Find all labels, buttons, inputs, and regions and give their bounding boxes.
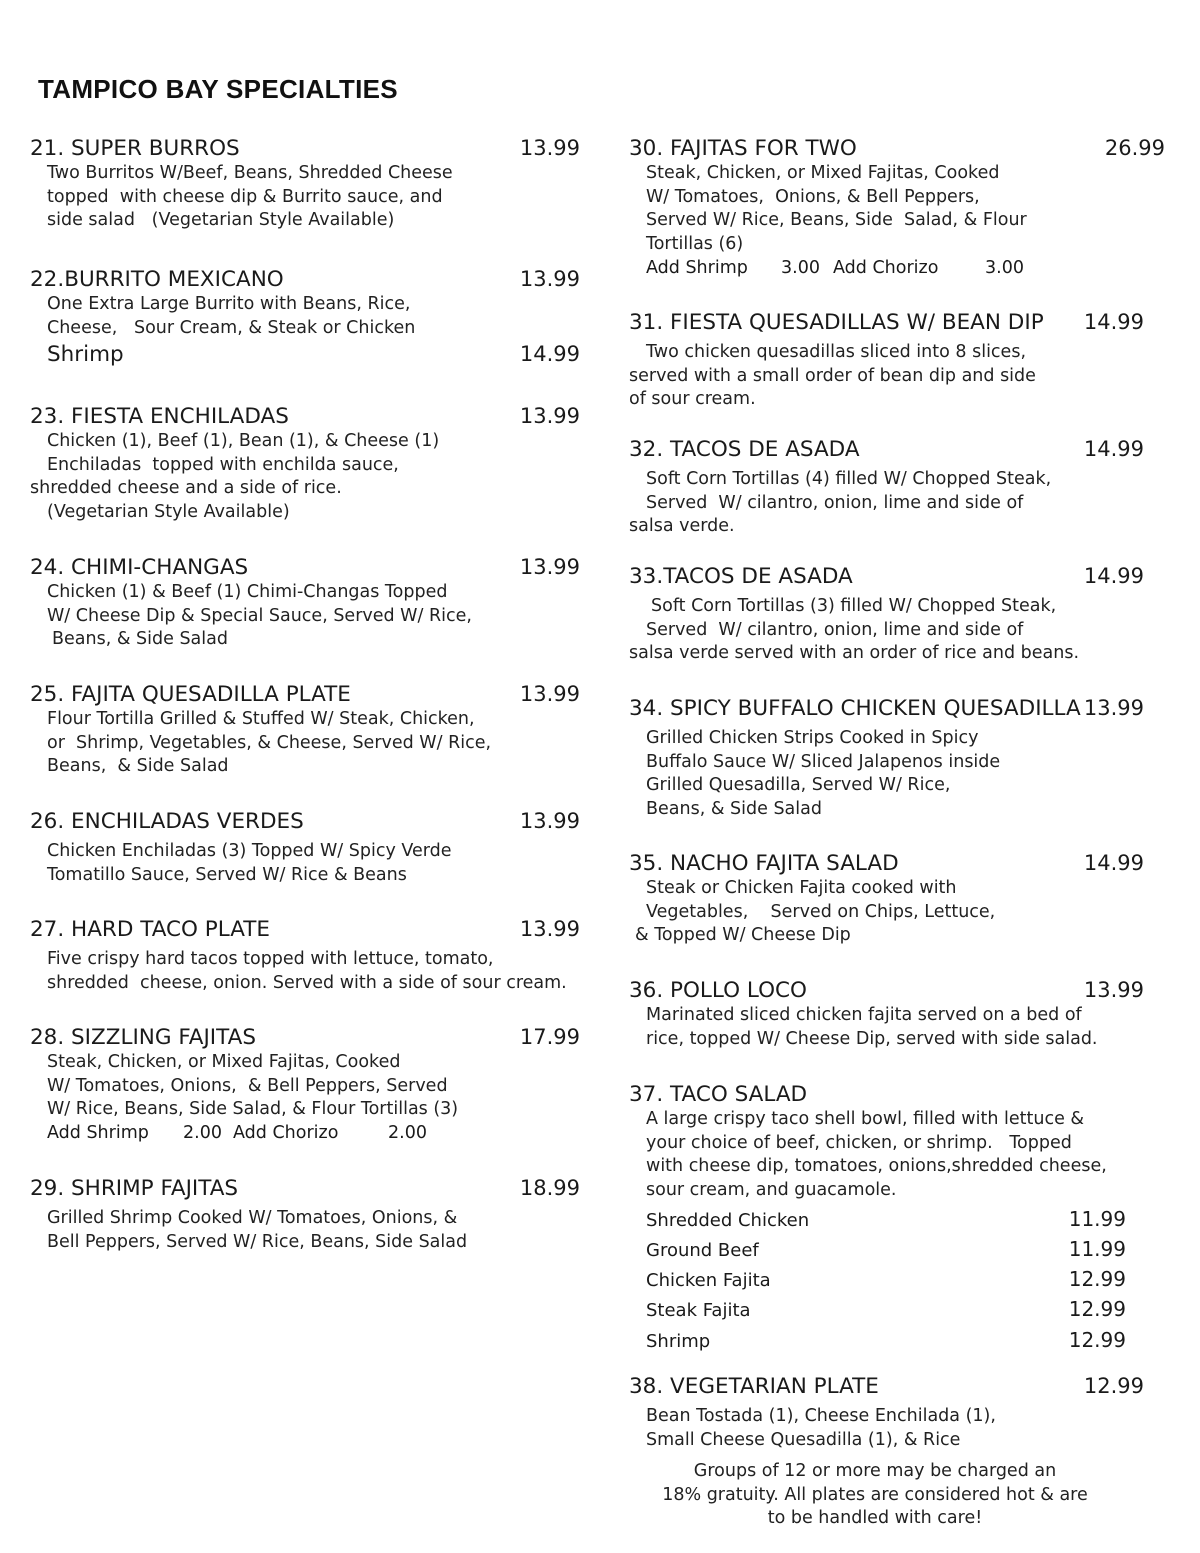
item-desc-line: W/ Tomatoes, Onions, & Bell Peppers,: [646, 186, 980, 207]
item-name: 26. ENCHILADAS VERDES: [30, 809, 304, 834]
item-desc-line: Grilled Quesadilla, Served W/ Rice,: [646, 775, 951, 796]
item-desc-line: Grilled Chicken Strips Cooked in Spicy: [646, 728, 979, 748]
item-name: 34. SPICY BUFFALO CHICKEN QUESADILLA: [629, 696, 1081, 721]
item-price: 13.99: [519, 267, 580, 291]
item-price: 13.99: [519, 682, 580, 706]
item-desc-line: Buffalo Sauce W/ Sliced Jalapenos inside: [646, 751, 1001, 772]
menu-item-22: [30, 266, 580, 368]
item-desc-line: of sour cream.: [629, 389, 756, 410]
item-desc-line: Bean Tostada (1), Cheese Enchilada (1),: [646, 1406, 996, 1426]
item-price: 14.99: [1083, 851, 1144, 875]
item-price: 13.99: [519, 136, 580, 160]
notice-line: 18% gratuity. All plates are considered hot & are: [662, 1484, 1088, 1505]
menu-item-31: [629, 309, 1144, 412]
item-desc-line: Served W/ Rice, Beans, Side Salad, & Flour: [646, 210, 1027, 231]
option-price: 11.99: [1068, 1206, 1126, 1231]
item-desc-line: A large crispy taco shell bowl, filled with lettuce &: [646, 1109, 1085, 1129]
item-desc-line: Vegetables, Served on Chips, Lettuce,: [646, 901, 996, 922]
item-desc-line: Two Burritos W/Beef, Beans, Shredded Cheese: [47, 163, 453, 183]
item-sub-name: Shrimp: [47, 342, 124, 368]
item-desc-line: & Topped W/ Cheese Dip: [635, 925, 851, 946]
item-price: 13.99: [519, 809, 580, 833]
item-desc-line: Served W/ cilantro, onion, lime and side of: [646, 492, 1024, 513]
item-desc-line: W/ Tomatoes, Onions, & Bell Peppers, Served: [47, 1075, 448, 1096]
option-row: [629, 1295, 1144, 1325]
item-name: 28. SIZZLING FAJITAS: [30, 1025, 256, 1050]
item-desc-line: Chicken Enchiladas (3) Topped W/ Spicy Verde: [47, 841, 452, 861]
option-price: 12.99: [1068, 1267, 1126, 1292]
menu-item-38: [629, 1373, 1144, 1452]
item-sub-price: 14.99: [519, 342, 580, 367]
taco-salad-options: [629, 1205, 1144, 1356]
menu-item-21: [30, 135, 580, 233]
item-price: 13.99: [1083, 696, 1144, 720]
item-desc-line: Soft Corn Tortillas (4) filled W/ Chopped Steak,: [646, 469, 1052, 489]
option-row: [629, 1205, 1144, 1235]
item-desc-line: W/ Cheese Dip & Special Sauce, Served W/ Rice,: [47, 605, 472, 626]
item-desc-line: Cheese, Sour Cream, & Steak or Chicken: [47, 317, 416, 338]
item-name: 27. HARD TACO PLATE: [30, 917, 270, 942]
item-addons: [629, 257, 1165, 281]
item-name: 21. SUPER BURROS: [30, 136, 240, 161]
item-price: 13.99: [1083, 978, 1144, 1002]
menu-item-26: [30, 808, 580, 887]
item-desc-line: side salad (Vegetarian Style Available): [47, 210, 395, 231]
item-price: 14.99: [1083, 564, 1144, 588]
item-name: 22.BURRITO MEXICANO: [30, 267, 284, 292]
item-price: 18.99: [519, 1176, 580, 1200]
option-label: Shrimp: [646, 1330, 711, 1352]
option-row: [629, 1235, 1144, 1265]
item-desc-line: Grilled Shrimp Cooked W/ Tomatoes, Onions, &: [47, 1208, 458, 1228]
option-label: Steak Fajita: [646, 1300, 751, 1322]
menu-item-30: [629, 135, 1165, 281]
notice-line: Groups of 12 or more may be charged an: [693, 1461, 1057, 1481]
menu-item-36: [629, 977, 1144, 1051]
item-name: 37. TACO SALAD: [629, 1082, 808, 1107]
item-price: 26.99: [1104, 136, 1165, 160]
item-price: 13.99: [519, 404, 580, 428]
menu-item-25: [30, 681, 580, 779]
menu-item-37: [629, 1081, 1144, 1356]
item-desc-line: served with a small order of bean dip and side: [629, 365, 1036, 386]
item-desc-line: rice, topped W/ Cheese Dip, served with side salad.: [646, 1028, 1098, 1049]
option-label: Chicken Fajita: [646, 1270, 771, 1292]
item-desc-line: Chicken (1), Beef (1), Bean (1), & Cheese (1): [47, 431, 440, 451]
addon-shrimp-price: 2.00: [183, 1123, 222, 1144]
option-label: Ground Beef: [646, 1240, 759, 1262]
menu-item-24: [30, 554, 580, 652]
item-name: 30. FAJITAS FOR TWO: [629, 136, 857, 161]
item-name: 35. NACHO FAJITA SALAD: [629, 851, 899, 876]
item-desc-line: Tortillas (6): [646, 234, 744, 255]
option-row: [629, 1326, 1144, 1356]
item-desc-line: Steak or Chicken Fajita cooked with: [646, 878, 957, 898]
addon-chorizo-price: 2.00: [388, 1123, 427, 1144]
item-desc-line: your choice of beef, chicken, or shrimp. Topped: [646, 1132, 1072, 1153]
menu-item-34: [629, 695, 1144, 822]
addon-shrimp-label: Add Shrimp: [47, 1123, 149, 1144]
item-price: 13.99: [519, 917, 580, 941]
addon-chorizo-price: 3.00: [985, 257, 1024, 278]
item-desc-line: Two chicken quesadillas sliced into 8 slices,: [646, 342, 1027, 362]
item-desc-line: topped with cheese dip & Burrito sauce, and: [47, 186, 443, 207]
item-name: 31. FIESTA QUESADILLAS W/ BEAN DIP: [629, 310, 1044, 335]
item-desc-line: Soft Corn Tortillas (3) filled W/ Chopped Steak,: [651, 596, 1057, 616]
item-name: 36. POLLO LOCO: [629, 978, 807, 1003]
option-price: 12.99: [1068, 1327, 1126, 1352]
item-name: 38. VEGETARIAN PLATE: [629, 1374, 879, 1399]
item-desc-line: (Vegetarian Style Available): [47, 502, 290, 523]
item-desc-line: Beans, & Side Salad: [52, 629, 228, 650]
notice-line: to be handled with care!: [767, 1508, 983, 1528]
gratuity-notice: [640, 1460, 1110, 1531]
menu-item-29: [30, 1175, 580, 1254]
page-title: TAMPICO BAY SPECIALTIES: [38, 74, 398, 104]
item-desc-line: Beans, & Side Salad: [47, 756, 229, 777]
item-name: 24. CHIMI-CHANGAS: [30, 555, 249, 580]
option-price: 11.99: [1068, 1237, 1126, 1262]
item-price: 14.99: [1083, 310, 1144, 334]
item-price: 17.99: [519, 1025, 580, 1049]
item-desc-line: Steak, Chicken, or Mixed Fajitas, Cooked: [646, 163, 1000, 183]
addon-shrimp-label: Add Shrimp: [646, 257, 748, 278]
item-desc-line: Five crispy hard tacos topped with lettuce, tomato,: [47, 949, 494, 969]
item-name: 23. FIESTA ENCHILADAS: [30, 404, 289, 429]
option-label: Shredded Chicken: [646, 1209, 810, 1231]
item-desc-line: W/ Rice, Beans, Side Salad, & Flour Tortillas (3): [47, 1099, 459, 1120]
item-name: 33.TACOS DE ASADA: [629, 564, 853, 589]
item-desc-line: or Shrimp, Vegetables, & Cheese, Served W/ Rice,: [47, 732, 492, 753]
item-desc-line: One Extra Large Burrito with Beans, Rice,: [47, 294, 411, 314]
addon-shrimp-price: 3.00: [781, 257, 820, 278]
item-desc-line: salsa verde served with an order of rice and beans.: [629, 643, 1080, 664]
option-row: [629, 1265, 1144, 1295]
item-desc-line: Tomatillo Sauce, Served W/ Rice & Beans: [47, 864, 407, 885]
item-desc-line: Beans, & Side Salad: [646, 799, 822, 820]
item-name: 32. TACOS DE ASADA: [629, 437, 860, 462]
item-desc-line: Steak, Chicken, or Mixed Fajitas, Cooked: [47, 1052, 401, 1072]
menu-item-28: [30, 1024, 580, 1146]
menu-item-23: [30, 403, 580, 525]
menu-item-32: [629, 436, 1144, 539]
option-price: 12.99: [1068, 1297, 1126, 1322]
item-desc-line: Bell Peppers, Served W/ Rice, Beans, Side Salad: [47, 1231, 468, 1252]
item-desc-line: Served W/ cilantro, onion, lime and side of: [646, 619, 1024, 640]
item-desc-line: sour cream, and guacamole.: [646, 1180, 897, 1201]
item-desc-line: salsa verde.: [629, 516, 735, 537]
item-desc-line: Marinated sliced chicken fajita served on a bed of: [646, 1005, 1082, 1025]
item-desc-line: Small Cheese Quesadilla (1), & Rice: [646, 1429, 961, 1450]
item-desc-line: Flour Tortilla Grilled & Stuffed W/ Steak, Chicken,: [47, 709, 475, 729]
menu-item-27: [30, 916, 580, 995]
item-desc-line: with cheese dip, tomatoes, onions,shredded cheese,: [646, 1156, 1107, 1177]
item-desc-line: shredded cheese, onion. Served with a side of sour cream.: [47, 972, 567, 993]
item-price: 14.99: [1083, 437, 1144, 461]
item-desc-line: Enchiladas topped with enchilda sauce,: [47, 454, 399, 475]
menu-item-35: [629, 850, 1144, 948]
item-price: 13.99: [519, 555, 580, 579]
item-name: 29. SHRIMP FAJITAS: [30, 1176, 239, 1201]
item-desc-line: Chicken (1) & Beef (1) Chimi-Changas Topped: [47, 582, 448, 602]
addon-chorizo-label: Add Chorizo: [233, 1123, 339, 1144]
item-desc-line: shredded cheese and a side of rice.: [30, 478, 342, 499]
addon-chorizo-label: Add Chorizo: [833, 257, 939, 278]
item-name: 25. FAJITA QUESADILLA PLATE: [30, 682, 351, 707]
menu-item-33: [629, 563, 1144, 666]
item-price: 12.99: [1083, 1374, 1144, 1398]
item-addons: [30, 1122, 580, 1146]
